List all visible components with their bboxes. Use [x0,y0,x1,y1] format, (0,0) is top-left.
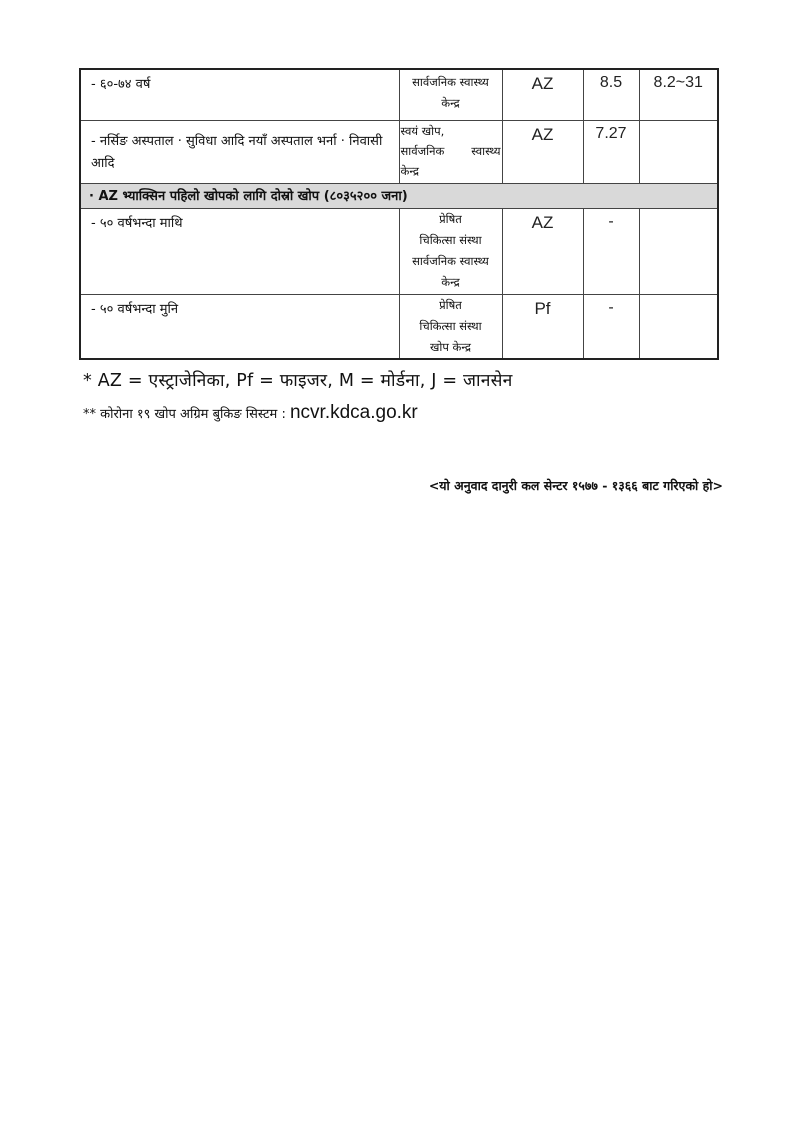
vaccine-cell: AZ [502,208,583,294]
table-row [80,69,718,120]
target-group-cell: - ६०-७४ वर्ष [80,69,399,120]
date-cell [639,208,718,294]
institution-line: सार्वजनिक स्वास्थ्य [412,253,489,268]
institution-cell [399,69,502,120]
date-cell [639,120,718,183]
institution-line: खोप केन्द्र [429,339,472,354]
institution-line: स्वयं खोप, [400,123,445,138]
value-cell: - [583,208,639,294]
institution-cell [399,208,502,294]
institution-line: चिकित्सा संस्था [419,318,482,333]
section-header-row [80,183,718,208]
value-cell: 8.5 [583,69,639,120]
institution-line: चिकित्सा संस्था [419,232,482,247]
institution-line: प्रेषित [439,211,462,226]
table-row [80,120,718,183]
date-cell: 8.2~31 [639,69,718,120]
value-cell: 7.27 [583,120,639,183]
target-group-cell: - ५० वर्षभन्दा मुनि [80,294,399,359]
institution-cell [399,294,502,359]
institution-line: प्रेषित [439,297,462,312]
translation-credit: <यो अनुवाद दानुरी कल सेन्टर १५७७ - १३६६ बाट गरिएको हो> [428,478,723,493]
target-group-cell: - ५० वर्षभन्दा माथि [80,208,399,294]
target-group-cell: - नर्सिङ अस्पताल · सुविधा आदि नयाँ अस्पताल भर्ना · निवासी आदि [80,120,399,183]
value-cell: - [583,294,639,359]
vaccine-cell: Pf [502,294,583,359]
vaccine-cell: AZ [502,69,583,120]
booking-label: ** कोरोना १९ खोप अग्रिम बुकिङ सिस्टम : [83,407,290,422]
institution-cell [399,120,502,183]
booking-url: ncvr.kdca.go.kr [289,402,418,423]
booking-system-note [83,402,418,424]
institution-line: केन्द्र [441,96,460,110]
institution-line: केन्द्र [441,274,460,289]
abbreviation-note: * AZ = एस्ट्राजेनिका, Pf = फाइजर, M = मोर्डना, J = जानसेन [83,371,513,391]
institution-line: सार्वजनिक स्वास्थ्य [400,143,501,158]
table-row [80,294,718,359]
institution-line: केन्द्र [400,163,419,178]
table-row [80,208,718,294]
vaccine-cell: AZ [502,120,583,183]
institution-line: सार्वजनिक स्वास्थ्य [412,75,489,89]
date-cell [639,294,718,359]
section-header: · AZ भ्याक्सिन पहिलो खोपको लागि दोस्रो खोप (८०३५२०० जना) [80,183,718,208]
vaccination-schedule-table [79,68,719,360]
